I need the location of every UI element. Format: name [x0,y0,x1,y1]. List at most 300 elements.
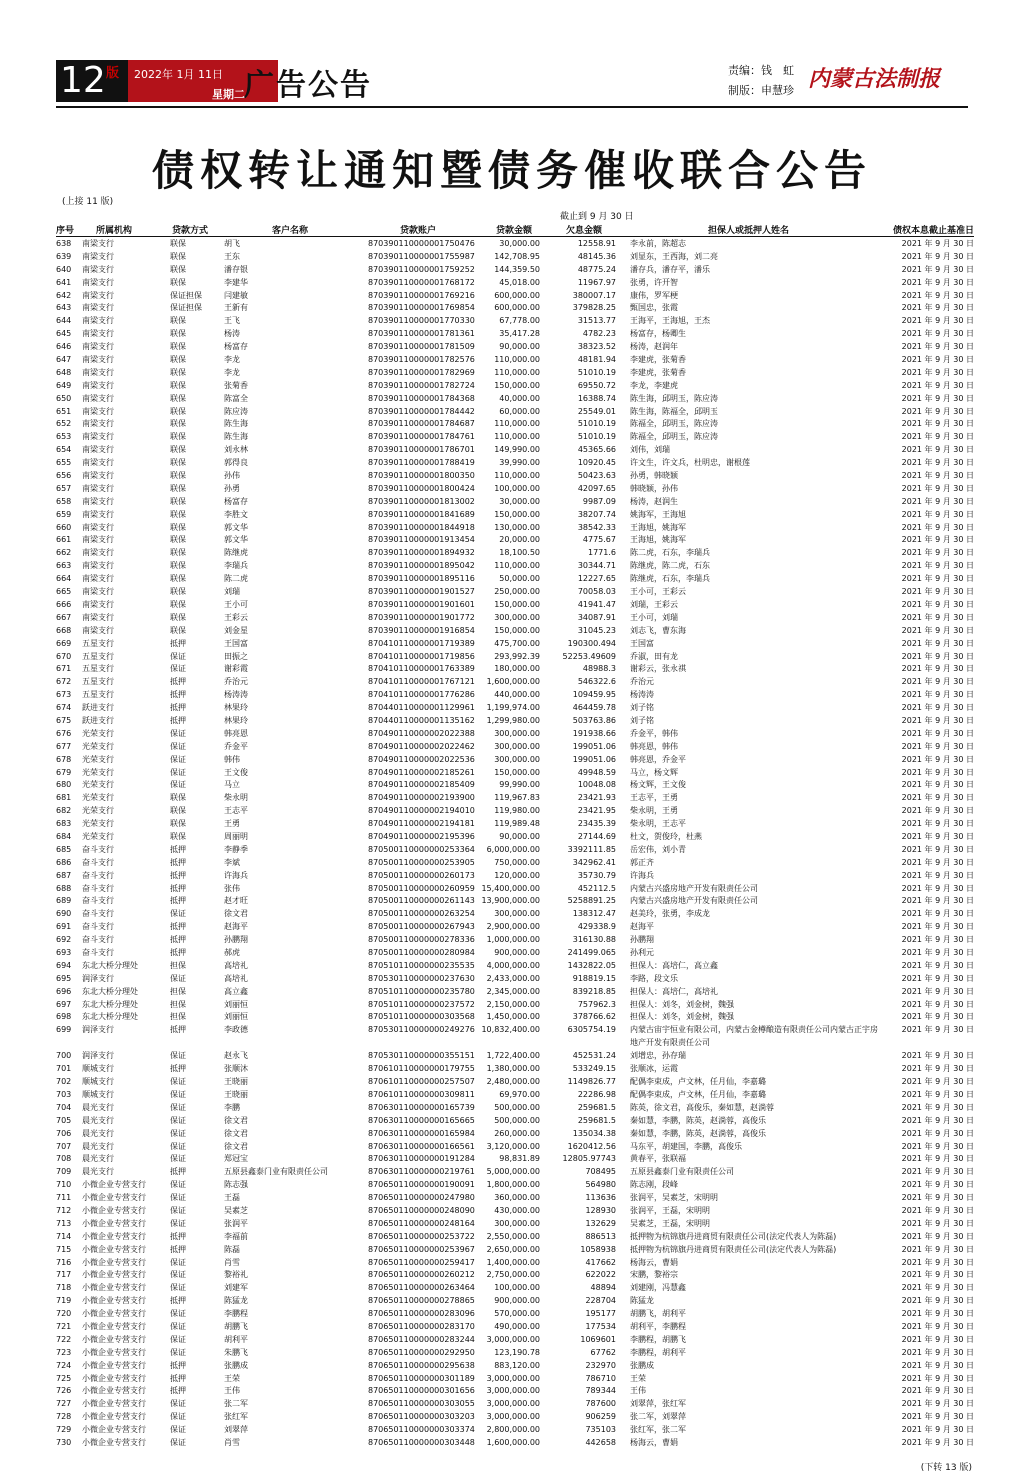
row-base-date: 2021 年 9 月 30 日 [901,819,974,829]
row-base-date: 2021 年 9 月 30 日 [901,857,974,867]
row-guarantor: 秦如慧，李鹏，陈英，赵淌蓉，高俊乐 [630,1115,766,1125]
row-account: 870650110000000295638 [368,1360,475,1370]
row-interest-owed: 789344 [585,1386,616,1396]
row-loan-type: 抵押 [170,638,186,648]
row-guarantor: 刘子铭 [630,715,654,725]
row-base-date: 2021 年 9 月 30 日 [901,612,974,622]
row-seq: 654 [56,445,72,455]
row-amount: 98,831.89 [499,1154,540,1164]
row-base-date: 2021 年 9 月 30 日 [901,561,974,571]
row-loan-type: 抵押 [170,947,186,957]
row-org: 五星支行 [82,664,114,674]
row-guarantor: 张勇，许开智 [630,277,678,287]
row-base-date: 2021 年 9 月 30 日 [901,831,974,841]
row-base-date: 2021 年 9 月 30 日 [901,715,974,725]
row-org: 南梁支行 [82,458,114,468]
row-interest-owed: 52253.49609 [562,651,616,661]
row-amount: 2,900,000.00 [486,922,540,932]
row-loan-type: 抵押 [170,1244,186,1254]
row-base-date: 2021 年 9 月 30 日 [901,728,974,738]
row-customer: 李斌 [224,857,240,867]
row-base-date: 2021 年 9 月 30 日 [901,1283,974,1293]
table-row [56,947,974,960]
row-customer: 张润平 [224,1218,248,1228]
row-customer: 徐文君 [224,909,248,919]
row-seq: 724 [56,1360,72,1370]
row-loan-type: 保证 [170,664,186,674]
row-base-date: 2021 年 9 月 30 日 [901,522,974,532]
row-guarantor: 王伟 [630,1386,646,1396]
section-title: 广告公告 [244,68,372,103]
row-customer: 陈志强 [224,1180,248,1190]
row-interest-owed: 417662 [585,1257,616,1267]
row-base-date: 2021 年 9 月 30 日 [901,754,974,764]
row-seq: 704 [56,1102,72,1112]
row-seq: 639 [56,251,72,261]
row-amount: 90,000.00 [499,342,540,352]
row-org: 跃进支行 [82,715,114,725]
row-customer: 张顺沐 [224,1064,248,1074]
date-note: 截止到 9 月 30 日 [560,212,634,222]
row-base-date: 2021 年 9 月 30 日 [901,574,974,584]
row-amount: 2,480,000.00 [486,1077,540,1087]
row-interest-owed: 199051.06 [572,741,616,751]
table-row [56,560,974,573]
row-loan-type: 保证 [170,1309,186,1319]
row-account: 870390110000001784761 [368,432,475,442]
row-customer: 李龙 [224,367,240,377]
row-account: 870530110000000237630 [368,973,475,983]
row-org: 南梁支行 [82,535,114,545]
row-guarantor: 黄春平，张联福 [630,1154,686,1164]
row-seq: 643 [56,303,72,313]
row-loan-type: 联保 [170,819,186,829]
row-interest-owed: 12805.97743 [562,1154,616,1164]
table-row [56,238,974,251]
row-guarantor: 杨富存，杨卿生 [630,329,686,339]
table-row [56,496,974,509]
row-guarantor: 乔治元 [630,677,654,687]
row-interest-owed: 48145.36 [577,251,616,261]
row-org: 奋斗支行 [82,947,114,957]
row-base-date: 2021 年 9 月 30 日 [901,1347,974,1357]
row-interest-owed: 5258891.25 [567,896,616,906]
row-interest-owed: 48988.3 [582,664,616,674]
row-org: 小微企业专营支行 [82,1218,146,1228]
row-interest-owed: 232970 [585,1360,616,1370]
row-amount: 1,299,980.00 [486,715,540,725]
row-interest-owed: 442658 [585,1438,616,1448]
row-loan-type: 保证 [170,973,186,983]
table-row [56,1089,974,1102]
row-amount: 144,359.50 [494,264,540,274]
row-amount: 360,000.00 [494,1193,540,1203]
row-base-date: 2021 年 9 月 30 日 [901,883,974,893]
row-org: 南梁支行 [82,612,114,622]
row-base-date: 2021 年 9 月 30 日 [901,535,974,545]
row-seq: 652 [56,419,72,429]
row-interest-owed: 51010.19 [577,367,616,377]
row-base-date: 2021 年 9 月 30 日 [901,239,974,248]
row-guarantor: 王志平，王勇 [630,793,678,803]
row-customer: 郭得良 [224,458,248,468]
row-amount: 110,000.00 [494,419,540,429]
table-row [56,341,974,354]
table-row [56,1166,974,1179]
row-interest-owed: 45365.66 [577,445,616,455]
row-org: 润泽支行 [82,973,114,983]
row-loan-type: 联保 [170,625,186,635]
table-row [56,1269,974,1282]
row-guarantor: 孙利元 [630,947,654,957]
row-account: 870650110000000301656 [368,1386,475,1396]
row-interest-owed: 12558.91 [577,239,616,248]
row-amount: 150,000.00 [494,767,540,777]
row-interest-owed: 1771.6 [588,548,616,558]
row-interest-owed: 533249.15 [572,1064,616,1074]
row-org: 南梁支行 [82,574,114,584]
row-base-date: 2021 年 9 月 30 日 [901,1270,974,1280]
row-interest-owed: 452112.5 [577,883,616,893]
row-customer: 刘丽恒 [224,999,248,1009]
row-loan-type: 抵押 [170,1373,186,1383]
row-loan-type: 联保 [170,548,186,558]
table-row [56,1024,974,1050]
row-account: 870650110000000283170 [368,1322,475,1332]
row-interest-owed: 379828.25 [572,303,616,313]
row-seq: 703 [56,1090,72,1099]
table-row [56,522,974,535]
row-account: 870650110000000303203 [368,1412,475,1422]
row-guarantor: 陈继虎，陈二虎，石东 [630,561,710,571]
row-loan-type: 抵押 [170,1167,186,1177]
row-loan-type: 保证 [170,1102,186,1112]
row-base-date: 2021 年 9 月 30 日 [901,548,974,558]
row-base-date: 2021 年 9 月 30 日 [901,1373,974,1383]
row-guarantor: 柴永明，王志平 [630,819,686,829]
row-amount: 2,433,000.00 [486,973,540,983]
row-guarantor: 杨海云，曹娟 [630,1438,678,1448]
row-amount: 180,000.00 [494,664,540,674]
row-base-date: 2021 年 9 月 30 日 [901,973,974,983]
table-row [56,895,974,908]
row-account: 870490110000002022388 [368,728,475,738]
row-customer: 张红军 [224,1412,248,1422]
row-customer: 胡利平 [224,1334,248,1344]
row-base-date: 2021 年 9 月 30 日 [901,896,974,906]
row-seq: 663 [56,561,72,571]
table-row [56,1244,974,1257]
row-interest-owed: 191938.66 [572,728,616,738]
row-guarantor: 五原县鑫泰门业有限责任公司 [630,1167,734,1177]
row-interest-owed: 1058938 [580,1244,616,1254]
table-row [56,457,974,470]
row-guarantor: 甄国忠，张霞 [630,303,678,313]
row-amount: 110,000.00 [494,561,540,571]
row-seq: 727 [56,1399,72,1409]
row-loan-type: 保证 [170,1154,186,1164]
row-customer: 闫建敏 [224,290,248,300]
row-seq: 702 [56,1077,72,1087]
row-account: 870490110000002022462 [368,741,475,751]
row-guarantor: 杜文，贺俊玲，杜燕 [630,831,702,841]
col-header-type: 贷款方式 [172,226,209,236]
row-customer: 李福前 [224,1231,248,1241]
row-amount: 300,000.00 [494,1218,540,1228]
row-guarantor: 马东平，胡建国，李鹏，高俊乐 [630,1141,742,1151]
table-row [56,470,974,483]
row-seq: 685 [56,844,72,854]
row-guarantor: 王海旭，姚海军 [630,535,686,545]
row-customer: 潘存银 [224,264,248,274]
row-account: 870650110000000278865 [368,1296,475,1306]
row-org: 小微企业专营支行 [82,1373,146,1383]
row-base-date: 2021 年 9 月 30 日 [901,986,974,996]
table-row [56,779,974,792]
row-guarantor: 王荣 [630,1373,646,1383]
row-base-date: 2021 年 9 月 30 日 [901,1206,974,1216]
row-guarantor: 王海平，王海旭，王杰 [630,316,710,326]
row-interest-owed: 564980 [585,1180,616,1190]
row-amount: 119,967.83 [494,793,540,803]
row-org: 南梁支行 [82,561,114,571]
row-seq: 640 [56,264,72,274]
row-base-date: 2021 年 9 月 30 日 [901,277,974,287]
row-amount: 67,778.00 [499,316,540,326]
row-account: 870390110000001768172 [368,277,475,287]
row-org: 南梁支行 [82,599,114,609]
row-loan-type: 保证 [170,728,186,738]
row-interest-owed: 380007.17 [572,290,616,300]
row-base-date: 2021 年 9 月 30 日 [901,935,974,945]
row-amount: 40,000.00 [499,393,540,403]
row-base-date: 2021 年 9 月 30 日 [901,393,974,403]
row-interest-owed: 31513.77 [577,316,616,326]
row-seq: 695 [56,973,72,983]
row-account: 870510110000000235780 [368,986,475,996]
row-seq: 644 [56,316,72,326]
table-row [56,1385,974,1398]
row-amount: 1,600,000.00 [486,1438,540,1448]
row-seq: 647 [56,355,72,365]
row-customer: 郭文华 [224,535,248,545]
row-guarantor: 张润平，吴素芝，宋明明 [630,1193,718,1203]
row-org: 小微企业专营支行 [82,1386,146,1396]
row-amount: 570,000.00 [494,1309,540,1319]
row-account: 870650110000000303374 [368,1425,475,1435]
row-loan-type: 保证 [170,1218,186,1228]
row-amount: 300,000.00 [494,728,540,738]
row-guarantor: 胡鹏飞，胡利平 [630,1309,686,1319]
row-org: 晨光支行 [82,1128,114,1138]
row-account: 870500110000000253364 [368,844,475,854]
table-row [56,676,974,689]
table-row [56,277,974,290]
row-guarantor: 担保人：刘冬，刘金树，魏强 [630,1012,734,1022]
row-seq: 683 [56,819,72,829]
row-seq: 690 [56,909,72,919]
row-base-date: 2021 年 9 月 30 日 [901,947,974,957]
row-interest-owed: 839218.85 [572,986,616,996]
row-amount: 2,750,000.00 [486,1270,540,1280]
row-loan-type: 联保 [170,793,186,803]
col-header-org: 所属机构 [96,226,133,236]
row-amount: 600,000.00 [494,303,540,313]
row-account: 870390110000001769216 [368,290,475,300]
row-customer: 徐文君 [224,1128,248,1138]
row-base-date: 2021 年 9 月 30 日 [901,1193,974,1203]
row-org: 顺城支行 [82,1077,114,1087]
row-customer: 王飞 [224,316,240,326]
table-row [56,1102,974,1115]
table-row [56,431,974,444]
row-interest-owed: 316130.88 [572,935,616,945]
row-guarantor: 担保人：高培仁，高培礼 [630,986,718,996]
row-customer: 赵才旺 [224,896,248,906]
row-interest-owed: 9987.09 [582,496,616,506]
row-amount: 2,550,000.00 [486,1231,540,1241]
row-amount: 149,990.00 [494,445,540,455]
row-customer: 田振之 [224,651,248,661]
table-row [56,1257,974,1270]
row-loan-type: 联保 [170,251,186,261]
row-loan-type: 抵押 [170,1360,186,1370]
row-org: 晨光支行 [82,1102,114,1112]
row-org: 光荣支行 [82,831,114,841]
row-account: 870630110000000219761 [368,1167,475,1177]
row-account: 870650110000000301189 [368,1373,475,1383]
table-row [56,1192,974,1205]
row-loan-type: 保证 [170,1206,186,1216]
row-account: 870650110000000283244 [368,1334,475,1344]
table-row [56,418,974,431]
row-loan-type: 保证 [170,1051,186,1061]
row-amount: 18,100.50 [499,548,540,558]
row-amount: 13,900,000.00 [481,896,540,906]
table-row [56,1282,974,1295]
row-org: 奋斗支行 [82,909,114,919]
row-seq: 646 [56,342,72,352]
row-seq: 689 [56,896,72,906]
row-seq: 721 [56,1322,72,1332]
row-interest-owed: 132629 [585,1218,616,1228]
row-customer: 李鹏 [224,1102,240,1112]
table-row [56,354,974,367]
row-customer: 陈继虎 [224,548,248,558]
row-customer: 乔金平 [224,741,248,751]
row-amount: 2,150,000.00 [486,999,540,1009]
col-header-amount: 贷款金额 [496,226,533,236]
row-seq: 673 [56,690,72,700]
table-row [56,380,974,393]
row-account: 870510110000000237572 [368,999,475,1009]
row-interest-owed: 22286.98 [577,1090,616,1099]
row-guarantor: 配偶李束成，卢文林，任月仙，李嘉璐 [630,1090,766,1099]
table-row [56,1179,974,1192]
row-org: 五星支行 [82,677,114,687]
issue-weekday: 星期二 [212,88,245,101]
table-row [56,986,974,999]
row-guarantor: 内蒙古宙宇恒业有限公司，内蒙古金樽酿造有限责任公司内蒙古正宇房地产开发有限责任公司 [630,1025,878,1048]
row-interest-owed: 51010.19 [577,419,616,429]
row-amount: 3,000,000.00 [486,1386,540,1396]
row-interest-owed: 3392111.85 [567,844,616,854]
row-base-date: 2021 年 9 月 30 日 [901,638,974,648]
row-amount: 3,000,000.00 [486,1399,540,1409]
row-base-date: 2021 年 9 月 30 日 [901,1231,974,1241]
row-org: 晨光支行 [82,1167,114,1177]
table-row [56,599,974,612]
table-row [56,1076,974,1089]
row-guarantor: 刘伟，刘瑞 [630,445,670,455]
table-row [56,792,974,805]
table-row [56,805,974,818]
table-row [56,908,974,921]
row-org: 润泽支行 [82,1025,114,1035]
table-row [56,444,974,457]
row-amount: 1,199,974.00 [486,703,540,713]
row-guarantor: 乔淑，田有龙 [630,651,678,661]
row-guarantor: 李永前，陈超志 [630,239,686,248]
row-amount: 10,832,400.00 [481,1025,540,1035]
table-row [56,573,974,586]
continued-to-note: (下转 13 版) [920,1463,972,1473]
row-seq: 708 [56,1154,72,1164]
col-header-account: 贷款账户 [400,226,437,236]
row-loan-type: 联保 [170,342,186,352]
row-interest-owed: 38323.52 [577,342,616,352]
row-loan-type: 联保 [170,483,186,493]
row-guarantor: 郭正齐 [630,857,654,867]
row-org: 小微企业专营支行 [82,1244,146,1254]
row-customer: 王晓丽 [224,1090,248,1099]
table-row [56,1360,974,1373]
row-loan-type: 联保 [170,496,186,506]
row-amount: 300,000.00 [494,909,540,919]
row-interest-owed: 135034.38 [572,1128,616,1138]
row-interest-owed: 195177 [585,1309,616,1319]
row-base-date: 2021 年 9 月 30 日 [901,1257,974,1267]
table-row [56,586,974,599]
row-org: 小微企业专营支行 [82,1438,146,1448]
row-org: 南梁支行 [82,239,114,248]
row-base-date: 2021 年 9 月 30 日 [901,587,974,597]
row-org: 东北大桥分理处 [82,999,138,1009]
row-seq: 711 [56,1193,72,1203]
row-interest-owed: 886513 [585,1231,616,1241]
row-amount: 600,000.00 [494,290,540,300]
row-seq: 675 [56,715,72,725]
row-loan-type: 保证 [170,1412,186,1422]
row-amount: 123,190.78 [494,1347,540,1357]
row-loan-type: 联保 [170,367,186,377]
row-guarantor: 陈英，徐文君，高俊乐，秦如慧，赵淌蓉 [630,1102,774,1112]
row-loan-type: 担保 [170,986,186,996]
row-amount: 440,000.00 [494,690,540,700]
row-seq: 682 [56,806,72,816]
row-org: 南梁支行 [82,625,114,635]
row-account: 870390110000001913454 [368,535,475,545]
row-interest-owed: 38542.33 [577,522,616,532]
row-account: 870630110000000165984 [368,1128,475,1138]
row-customer: 张二军 [224,1399,248,1409]
row-customer: 王晓丽 [224,1077,248,1087]
row-account: 870500110000000280984 [368,947,475,957]
row-account: 870490110000002022536 [368,754,475,764]
row-org: 晨光支行 [82,1141,114,1151]
row-seq: 651 [56,406,72,416]
row-account: 870490110000002193900 [368,793,475,803]
